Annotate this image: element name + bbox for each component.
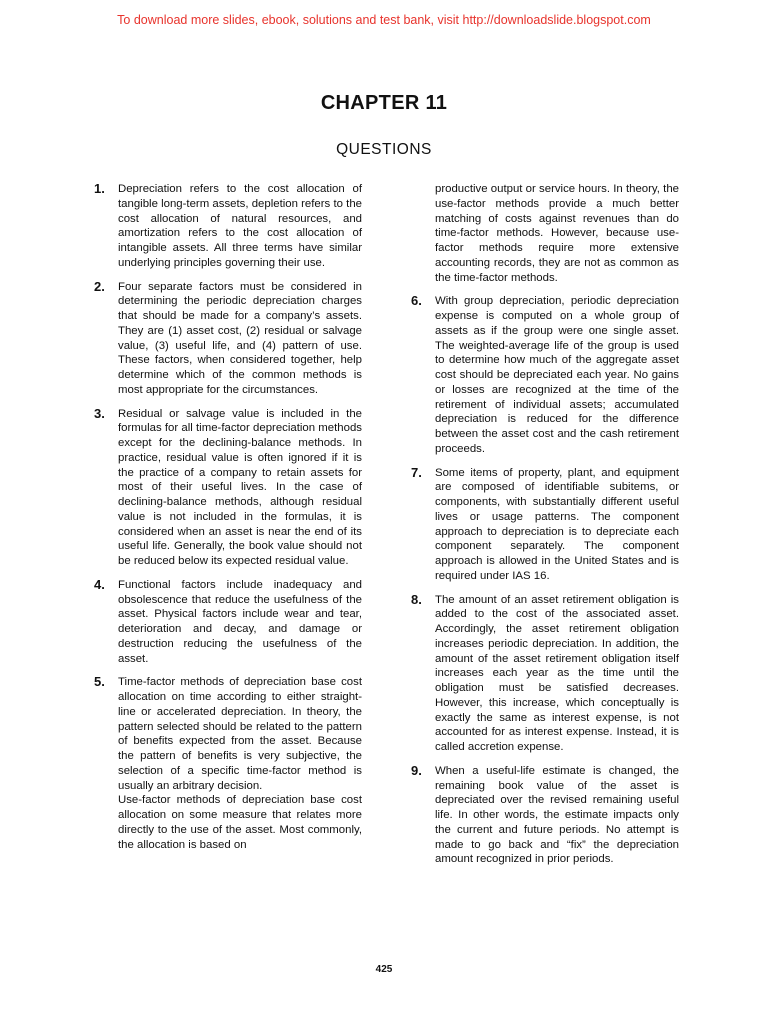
question-5-continuation [435,182,679,285]
question-4 [94,576,362,667]
question-number: 9. [411,762,422,778]
question-5 [94,674,362,852]
question-number: 3. [94,405,105,421]
question-number: 4. [94,576,105,592]
question-6 [411,293,679,456]
left-column [94,181,362,861]
question-2 [94,278,362,398]
download-banner[interactable]: To download more slides, ebook, solutions and test bank, visit http://downloadslide.blogspot.com [117,13,651,27]
question-7 [411,464,679,584]
question-text: When a useful-life estimate is changed, the remaining book value of the asset is depreciated over the revised remaining useful life. In other words, the estimate impacts only the current and future periods. No attempt is made to go back and “fix” the depreciation amount recognized in prior periods. [435,764,679,866]
question-1 [94,181,362,271]
question-text: Some items of property, plant, and equipment are composed of identifiable subitems, or components, with substantially different useful lives or usage patterns. The component approach to depreciation is to depreciate each component separately. The component approach is allowed in the United States and is required under IAS 16. [435,466,679,582]
question-text: The amount of an asset retirement obligation is added to the cost of the associated asset. Accordingly, the asset retirement obligation increases periodic depreciation. In addition, the amount of the asset retirement obligation itself increases each year as the time until the obligation must be satisfied decreases. However, this increase, which conceptually is exactly the same as interest expense, is not accounted for as interest expense. Instead, it is called accretion expense. [435,593,679,753]
section-title: QUESTIONS [336,141,432,158]
question-number: 7. [411,464,422,480]
question-text: With group depreciation, periodic depreciation expense is computed on a whole group of assets as if the group were one single asset. The weighted-average life of the group is used to determine how much of the aggregate asset cost should be depreciated each year. No gains or losses are recognized at the time of the retirement of individual assets; accumulated depreciation is reduced for the difference between the asset cost and the cash retirement proceeds. [435,295,679,455]
question-text-continued: Use-factor methods of depreciation base cost allocation on some measure that relates more directly to the use of the asset. Most commonly, the allocation is based on [118,794,362,851]
page-number: 425 [375,964,393,975]
question-number: 6. [411,293,422,309]
question-text: Functional factors include inadequacy and obsolescence that reduce the usefulness of the asset. Physical factors include wear and tear, deterioration and decay, and damage or destruction reducing the usefulness of the asset. [118,578,362,665]
question-number: 5. [94,674,105,690]
right-column [411,182,679,876]
question-text: Residual or salvage value is included in the formulas for all time-factor depreciation methods except for the declining-balance methods. In practice, residual value is often ignored if it is the practice of a company to retain assets for most of their useful lives. In the case of declining-balance methods, although residual value is not included in the formulas, it is considered when an asset is near the end of its useful life. Generally, the book value should not be reduced below its expected residual value. [118,407,362,567]
question-text: Time-factor methods of depreciation base cost allocation on time according to either straight-line or accelerated depreciation. In theory, the pattern selected should be related to the pattern of benefits expected from the asset. Because the pattern of benefits is very subjective, the selection of a specific time-factor method is usually an arbitrary decision. [118,676,362,792]
question-number: 2. [94,278,105,294]
question-number: 8. [411,591,422,607]
chapter-title: CHAPTER 11 [320,92,448,114]
question-text: Depreciation refers to the cost allocation of tangible long-term assets, depletion refers to the cost allocation of natural resources, and amortization refers to the cost allocation of intangible assets. All three terms have similar underlying principles governing their use. [118,183,362,269]
question-3 [94,405,362,569]
question-number: 1. [94,181,105,196]
question-8 [411,591,679,755]
question-9 [411,762,679,867]
question-text: Four separate factors must be considered in determining the periodic depreciation charges that should be made for a company’s assets. They are (1) asset cost, (2) residual or salvage value, (3) useful life, and (4) pattern of use. These factors, when considered together, help determine which of the common methods is most appropriate for the circumstances. [118,280,362,396]
question-text: productive output or service hours. In theory, the use-factor methods provide a much better matching of costs against revenues than do time-factor methods. However, because use-factor methods require more extensive accounting records, they are not as common as the time-factor methods. [435,183,679,284]
